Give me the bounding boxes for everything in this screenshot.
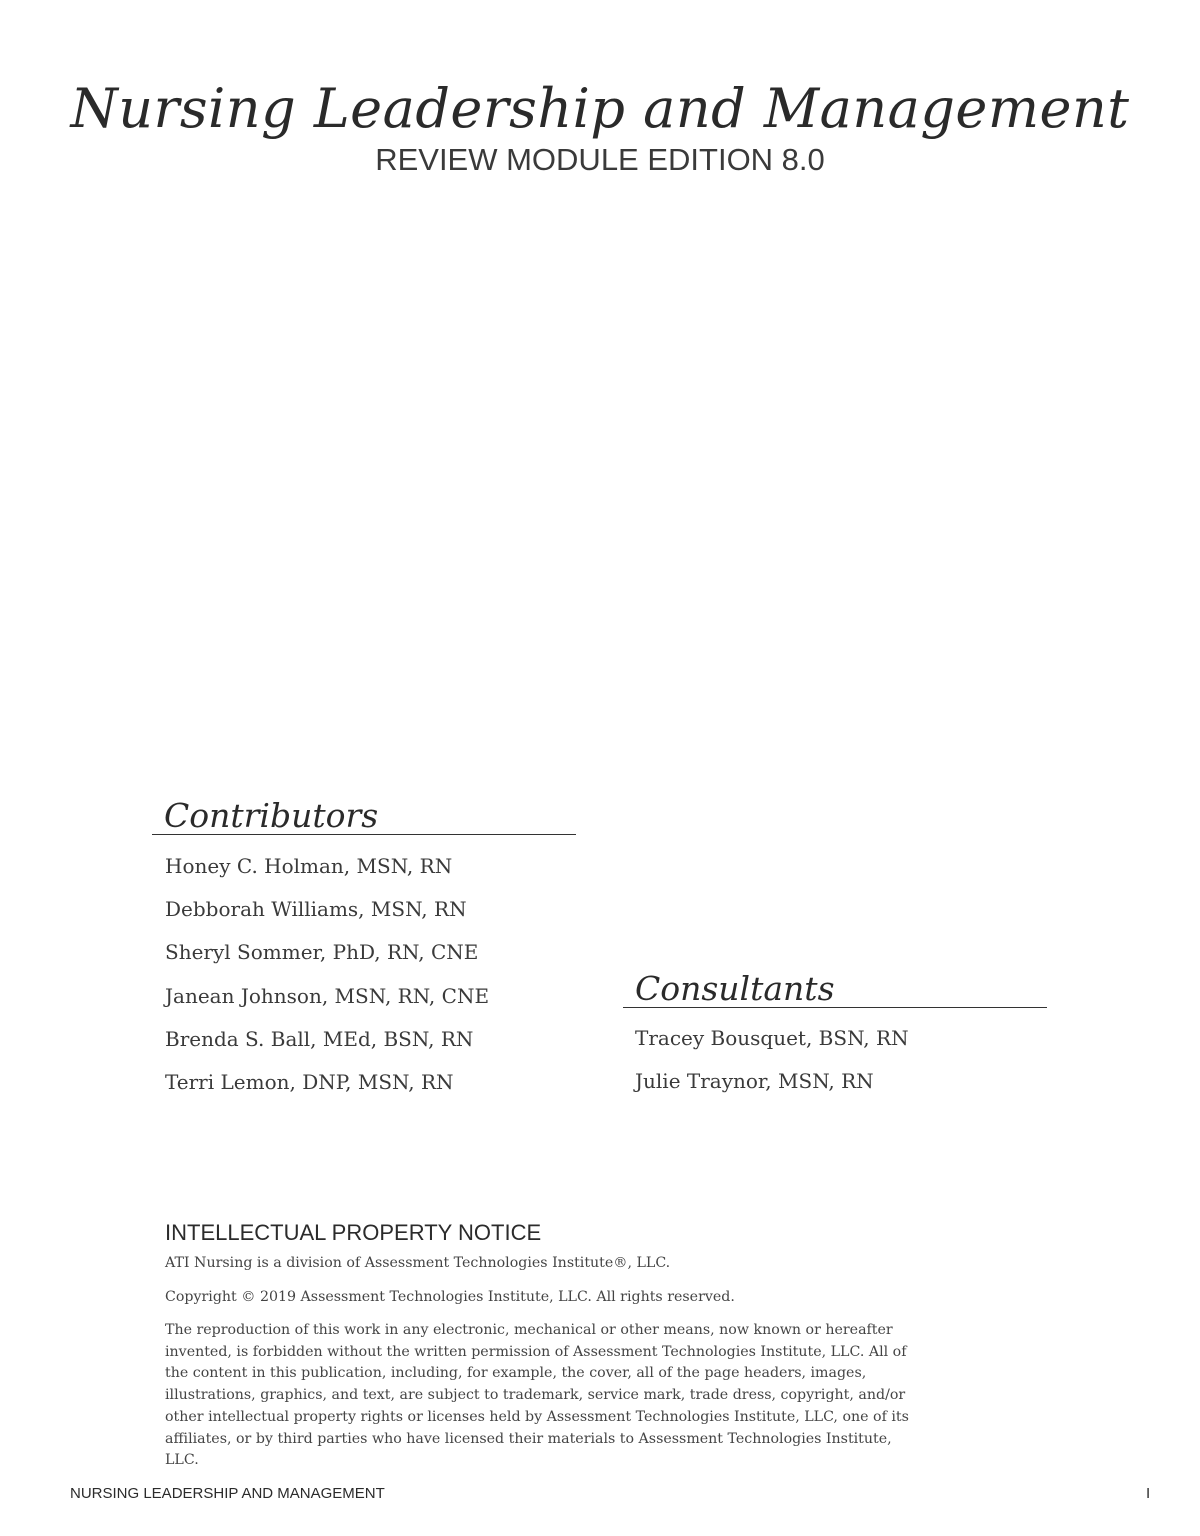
contributor-name: Terri Lemon, DNP, MSN, RN <box>165 1069 454 1094</box>
contributor-name: Brenda S. Ball, MEd, BSN, RN <box>165 1026 474 1051</box>
page-number: I <box>1146 1485 1151 1502</box>
contributor-name: Sheryl Sommer, PhD, RN, CNE <box>165 940 479 965</box>
contributor-name: Janean Johnson, MSN, RN, CNE <box>165 983 490 1008</box>
contributor-name: Honey C. Holman, MSN, RN <box>165 854 453 878</box>
ip-notice-division: ATI Nursing is a division of Assessment Technologies Institute®, LLC. <box>165 1255 671 1271</box>
consultant-name: Julie Traynor, MSN, RN <box>635 1069 874 1094</box>
ip-notice-heading: INTELLECTUAL PROPERTY NOTICE <box>165 1220 542 1245</box>
contributor-name: Debborah Williams, MSN, RN <box>165 897 467 922</box>
edition-subtitle: REVIEW MODULE EDITION 8.0 <box>375 142 825 177</box>
ip-notice-reproduction: The reproduction of this work in any electronic, mechanical or other means, now known or hereafter invented, is forbidden without the written permission of Assessment Technologies Institute, LLC. All of the content in this publication, including, for example, the cover, all of the page headers, images, illustrations, graphics, and text, are subject to trademark, service mark, trade dress, copyright, and/or other intellectual property rights or licenses held by Assessment Technologies Institute, LLC, one of its affiliates, or by third parties who have licensed their materials to Assessment Technologies Institute, LLC. <box>165 1322 909 1469</box>
contributors-heading: Contributors <box>152 796 576 835</box>
consultant-name: Tracey Bousquet, BSN, RN <box>635 1026 909 1050</box>
ip-notice-copyright: Copyright © 2019 Assessment Technologies Institute, LLC. All rights reserved. <box>165 1289 735 1305</box>
contributors-list <box>165 845 489 1104</box>
page-title: Nursing Leadership and Management <box>70 77 1130 140</box>
consultants-heading: Consultants <box>623 969 1047 1008</box>
consultants-list <box>635 1017 909 1103</box>
running-footer-title: NURSING LEADERSHIP AND MANAGEMENT <box>70 1485 385 1502</box>
